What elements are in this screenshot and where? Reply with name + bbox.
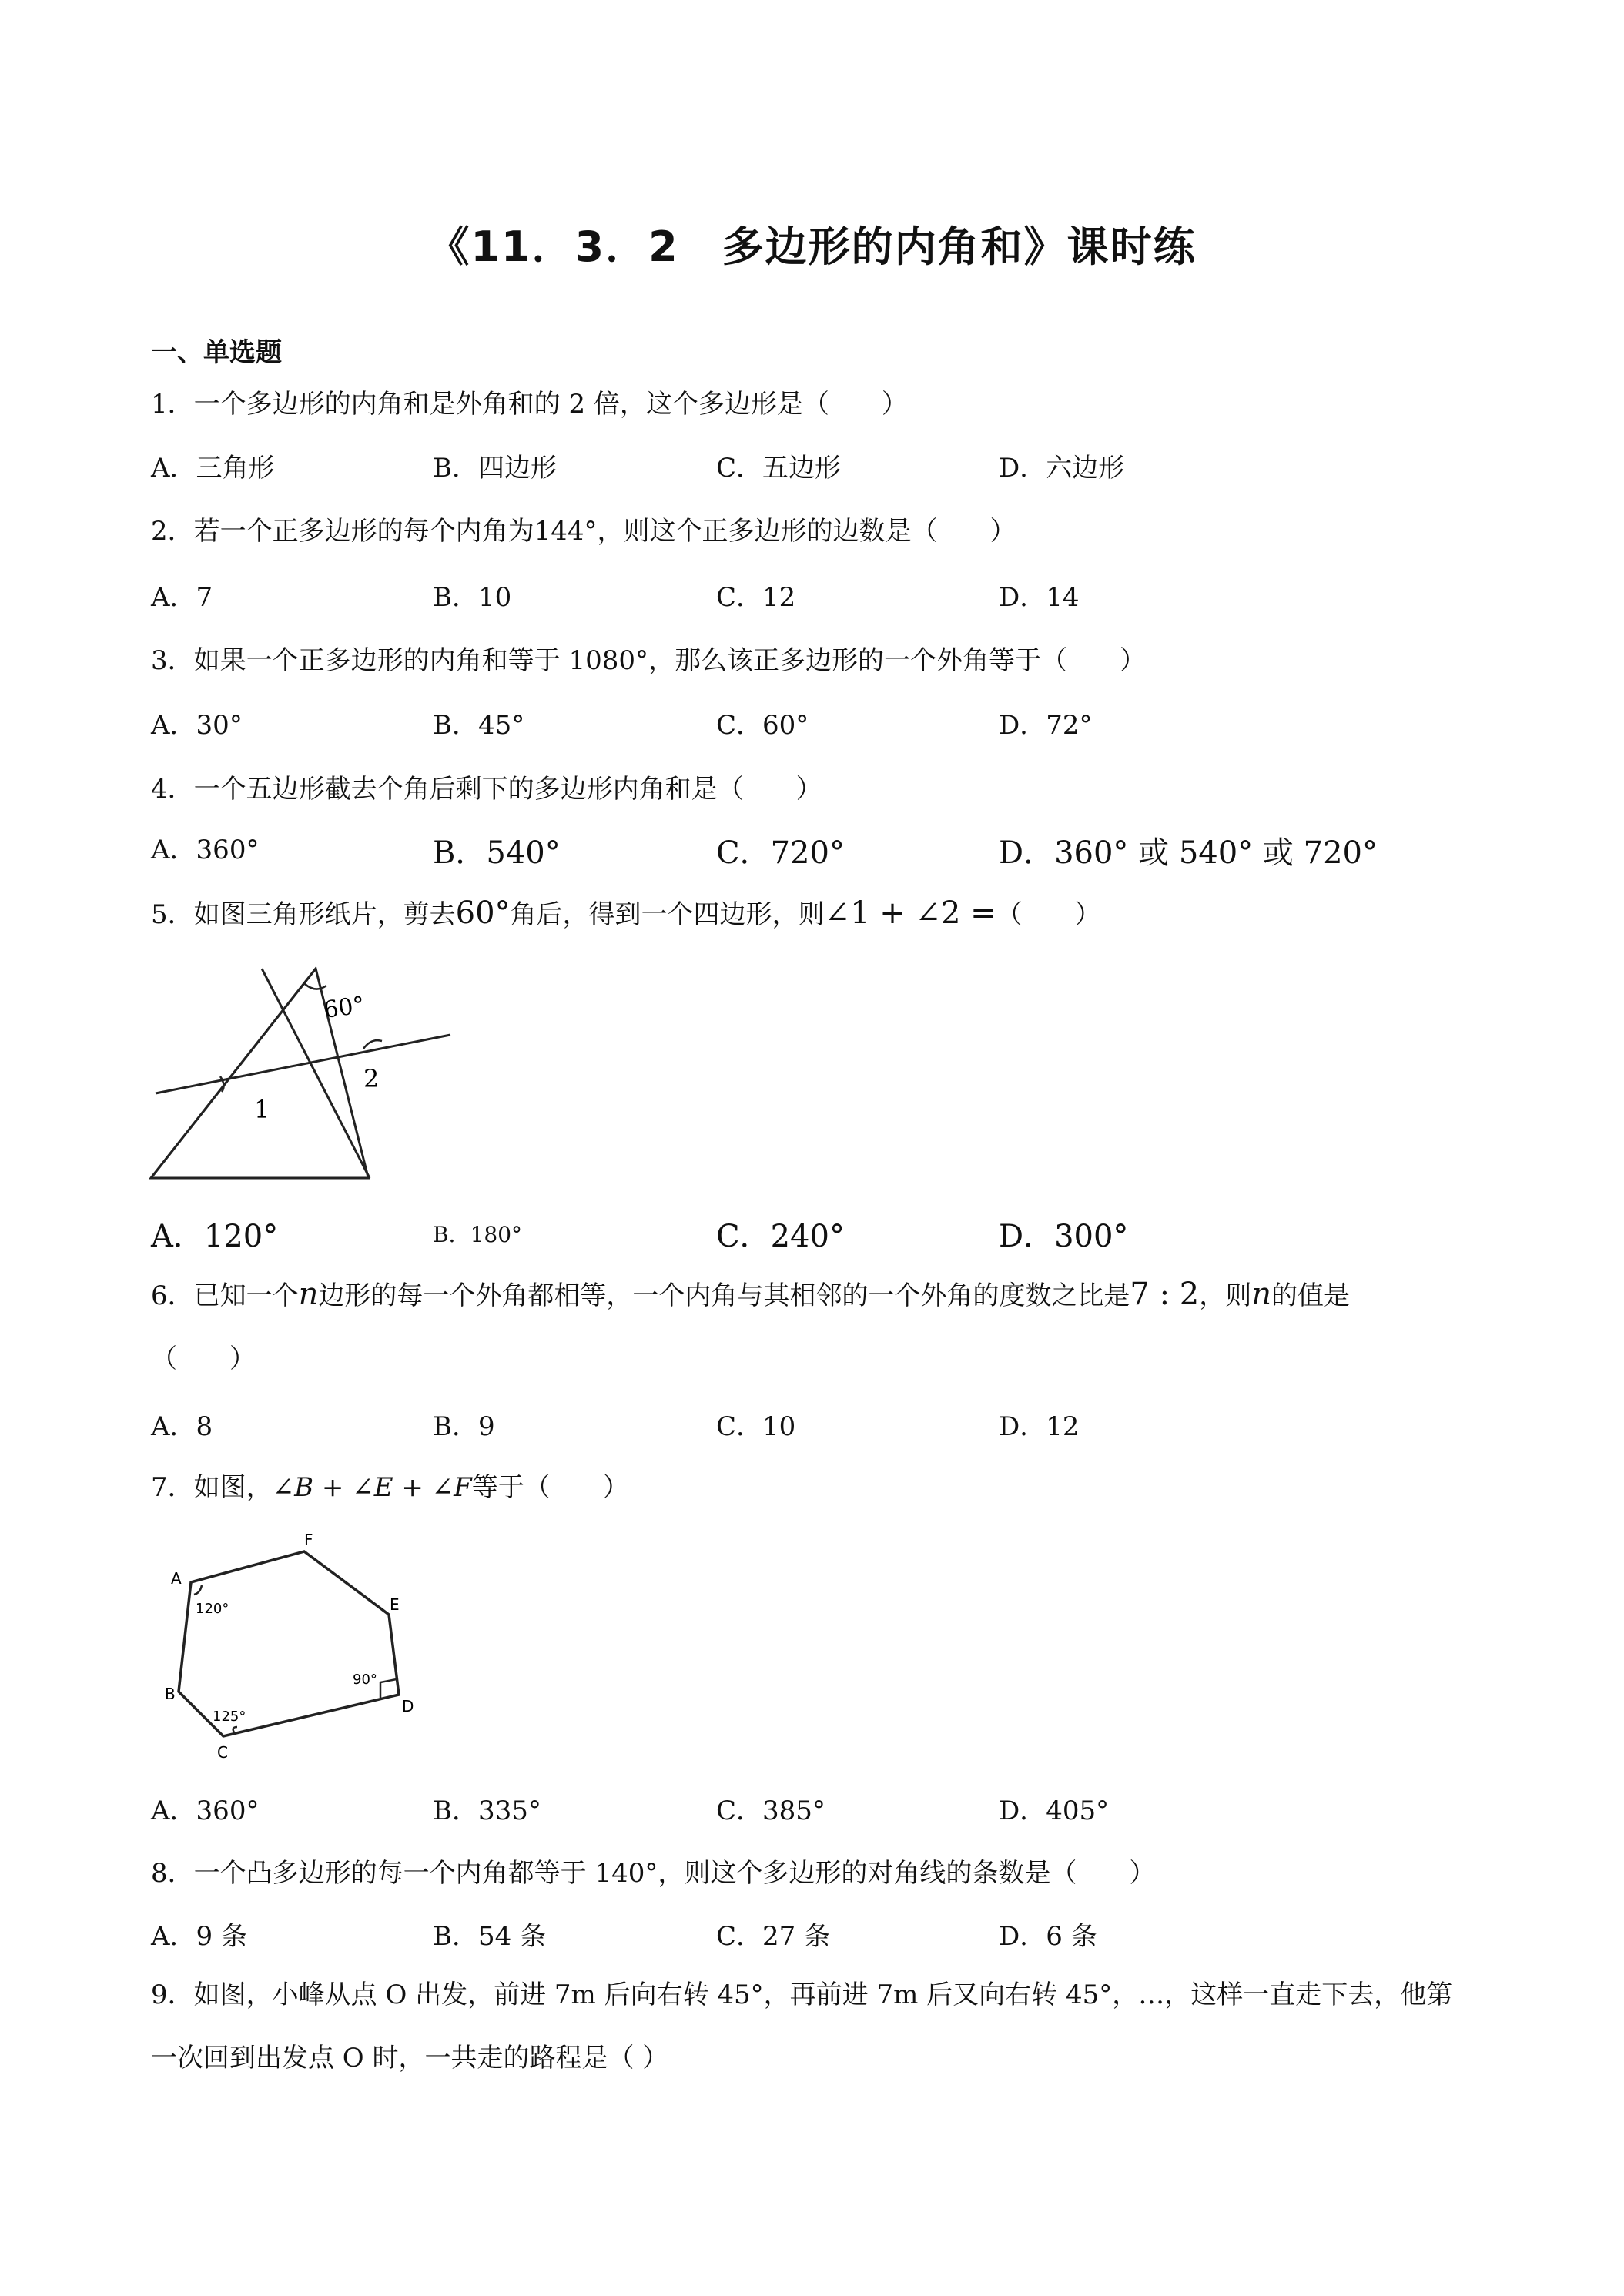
option-c[interactable]: C．27 条 xyxy=(716,1921,831,1952)
option-c[interactable]: C．385° xyxy=(716,1796,825,1826)
option-a[interactable]: A．360° xyxy=(151,835,260,865)
section-heading: 一、单选题 xyxy=(151,337,282,368)
q5-expression: ∠1 + ∠2 = xyxy=(824,895,996,931)
q6-text-pre: 6．已知一个 xyxy=(151,1280,299,1311)
question-7-options xyxy=(151,1789,1306,1828)
option-a[interactable]: A．120° xyxy=(151,1219,279,1254)
option-a[interactable]: A．360° xyxy=(151,1796,260,1826)
q5-text-pre: 5．如图三角形纸片，剪去 xyxy=(151,899,456,930)
option-b[interactable]: B．四边形 xyxy=(433,453,557,484)
vertex-d-label: D xyxy=(402,1697,414,1715)
option-d[interactable]: D．14 xyxy=(999,582,1080,613)
question-3-options xyxy=(151,704,1306,742)
angle-60-label: 60° xyxy=(322,991,367,1024)
question-7-stem xyxy=(151,1466,629,1504)
question-8-options xyxy=(151,1915,1306,1953)
option-c[interactable]: C．五边形 xyxy=(716,453,842,484)
question-6-stem xyxy=(151,1263,1475,1391)
q5-angle: 60° xyxy=(455,895,511,931)
q5-text-end: （ ） xyxy=(996,899,1101,930)
question-5-options xyxy=(151,1212,1306,1254)
vertex-c-label: C xyxy=(217,1743,228,1759)
angle-d-label: 90° xyxy=(353,1672,377,1688)
option-d[interactable]: D．6 条 xyxy=(999,1921,1097,1952)
q6-text-end: 的值是 xyxy=(1271,1280,1350,1311)
option-d[interactable]: D．六边形 xyxy=(999,453,1125,484)
option-a[interactable]: A．30° xyxy=(151,710,243,741)
angle-c-label: 125° xyxy=(213,1709,246,1725)
option-d[interactable]: D．12 xyxy=(999,1411,1080,1442)
question-5-stem xyxy=(151,893,1101,931)
question-4-options xyxy=(151,828,1378,871)
vertex-e-label: E xyxy=(390,1595,400,1614)
option-d[interactable]: D．72° xyxy=(999,710,1093,741)
q7-text-pre: 7．如图， xyxy=(151,1472,273,1503)
triangle-figure xyxy=(146,955,470,1186)
angle-2-arc xyxy=(363,1040,382,1049)
option-c[interactable]: C．240° xyxy=(716,1219,845,1254)
vertex-a-label: A xyxy=(171,1569,182,1588)
option-d[interactable]: D．300° xyxy=(999,1219,1129,1254)
q6-var-n-2: n xyxy=(1251,1277,1271,1312)
question-4-stem: 4．一个五边形截去个角后剩下的多边形内角和是（ ） xyxy=(151,774,822,805)
angle-a-arc xyxy=(194,1585,202,1595)
q7-text-end: 等于（ ） xyxy=(471,1472,629,1503)
question-2-options xyxy=(151,576,1306,614)
vertex-b-label: B xyxy=(165,1685,176,1703)
option-b[interactable]: B．45° xyxy=(433,710,525,741)
hexagon-outline xyxy=(179,1551,399,1736)
option-c[interactable]: C．10 xyxy=(716,1411,796,1442)
option-c[interactable]: C．720° xyxy=(716,835,845,871)
question-3-stem: 3．如果一个正多边形的内角和等于 1080°，那么该正多边形的一个外角等于（ ） xyxy=(151,645,1146,676)
option-b[interactable]: B．335° xyxy=(433,1796,541,1826)
angle-1-label: 1 xyxy=(254,1095,270,1124)
option-a[interactable]: A．三角形 xyxy=(151,453,275,484)
option-a[interactable]: A．7 xyxy=(151,582,213,613)
option-b[interactable]: B．10 xyxy=(433,582,512,613)
option-b[interactable]: B．9 xyxy=(433,1411,495,1442)
option-a[interactable]: A．8 xyxy=(151,1411,213,1442)
option-b[interactable]: B．180° xyxy=(433,1222,523,1247)
option-b[interactable]: B．540° xyxy=(433,835,561,871)
question-2-stem: 2．若一个正多边形的每个内角为144°，则这个正多边形的边数是（ ） xyxy=(151,516,1016,547)
option-d[interactable]: D．405° xyxy=(999,1796,1110,1826)
question-1-options xyxy=(151,447,1306,485)
q6-ratio: 7 : 2 xyxy=(1130,1277,1200,1312)
triangle-left-side xyxy=(151,969,316,1178)
hexagon-figure xyxy=(154,1528,431,1759)
q5-text-mid: 角后，得到一个四边形，则 xyxy=(510,899,825,930)
cut-line xyxy=(156,1035,450,1093)
option-c[interactable]: C．60° xyxy=(716,710,809,741)
option-b[interactable]: B．54 条 xyxy=(433,1921,547,1952)
q7-expression: ∠B + ∠E + ∠F xyxy=(272,1472,472,1503)
angle-a-label: 120° xyxy=(196,1601,229,1617)
question-8-stem: 8．一个凸多边形的每一个内角都等于 140°，则这个多边形的对角线的条数是（ ） xyxy=(151,1858,1156,1889)
question-6-options xyxy=(151,1405,1306,1444)
angle-2-label: 2 xyxy=(363,1064,380,1093)
q6-var-n: n xyxy=(298,1277,319,1312)
page-title: 《11．3．2 多边形的内角和》课时练 xyxy=(427,223,1197,271)
vertex-f-label: F xyxy=(304,1531,313,1549)
question-1-stem: 1．一个多边形的内角和是外角和的 2 倍，这个多边形是（ ） xyxy=(151,389,908,420)
option-d[interactable]: D．360° 或 540° 或 720° xyxy=(999,835,1378,871)
q6-text-mid: 边形的每一个外角都相等，一个内角与其相邻的一个外角的度数之比是 xyxy=(318,1280,1130,1311)
q6-paren: （ ） xyxy=(151,1344,256,1374)
angle-c-arc xyxy=(233,1727,237,1732)
angle-60-arc xyxy=(305,984,326,989)
q6-text-mid2: ，则 xyxy=(1199,1280,1252,1311)
option-a[interactable]: A．9 条 xyxy=(151,1921,247,1952)
option-c[interactable]: C．12 xyxy=(716,582,796,613)
question-9-stem: 9．如图，小峰从点 O 出发，前进 7m 后向右转 45°，再前进 7m 后又向右转 45°，…，这样一直走下去，他第一次回到出发点 O 时，一共走的路程是（ ） xyxy=(151,1980,1453,2073)
